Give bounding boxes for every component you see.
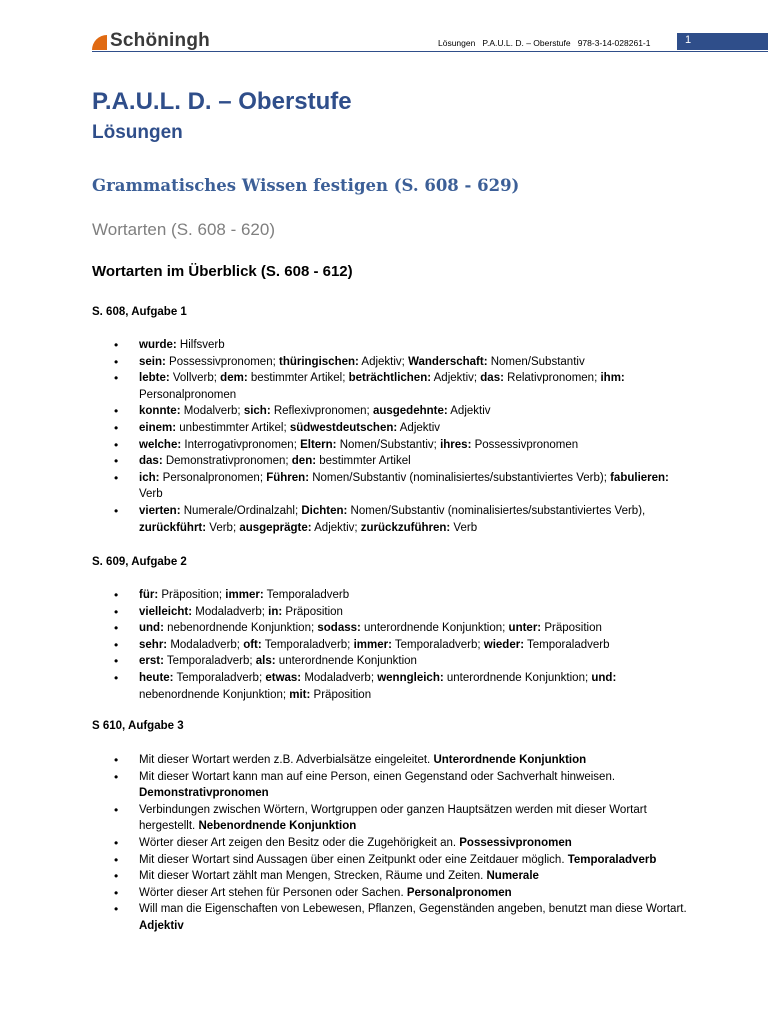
answer-text: bestimmter Artikel;: [247, 372, 349, 385]
answer-text: Nomen/Substantiv (nominalisiertes/substantiviertes Verb),: [347, 504, 646, 517]
answer-text: unbestimmter Artikel;: [176, 421, 290, 434]
answer-text: Possessivpronomen;: [165, 355, 279, 368]
answer-term: das:: [139, 455, 163, 468]
answer-term: immer:: [353, 638, 392, 651]
document-subtitle: Lösungen: [92, 122, 183, 143]
answer-text: Adjektiv;: [358, 355, 409, 368]
answer-term: erst:: [139, 655, 164, 668]
answer-term: in:: [268, 605, 283, 618]
logo-mark-icon: [92, 35, 107, 50]
answer-term: mit:: [289, 688, 311, 701]
answer-term: fabulieren:: [610, 471, 669, 484]
answer-text: Temporaladverb;: [173, 671, 266, 684]
answer-term: ich:: [139, 471, 160, 484]
answer-term: sehr:: [139, 638, 168, 651]
list-item: [92, 802, 692, 835]
answer-text: Personalpronomen;: [159, 471, 267, 484]
list-item: [92, 503, 692, 536]
answer-text: unterordnende Konjunktion: [275, 655, 417, 668]
answer-term: Possessivpronomen: [459, 836, 572, 849]
answer-text: Präposition;: [158, 589, 226, 601]
answer-term: ihres:: [440, 438, 472, 451]
list-item: [92, 437, 692, 454]
answer-term: den:: [291, 455, 317, 468]
list-item: [92, 752, 692, 769]
answer-text: Adjektiv;: [431, 372, 481, 385]
chapter-heading: Grammatisches Wissen festigen (S. 608 - 629): [92, 176, 520, 195]
answer-text: Temporaladverb;: [391, 638, 484, 651]
answer-term: immer:: [225, 589, 264, 601]
list-item: [92, 620, 692, 637]
list-item: [92, 670, 692, 703]
answer-term: Führen:: [266, 471, 310, 484]
answer-term: sich:: [243, 405, 271, 418]
answer-term: einem:: [139, 421, 177, 434]
list-item: [92, 769, 692, 802]
answer-text: Präposition: [541, 622, 602, 635]
answer-text: Will man die Eigenschaften von Lebewesen, Pflanzen, Gegenständen angeben, benutzt man diese Wortart.: [139, 903, 687, 916]
answer-term: Demonstrativpronomen: [139, 787, 269, 800]
answer-term: ausgeprägte:: [239, 521, 312, 534]
list-item: [92, 885, 692, 902]
answer-term: konnte:: [139, 405, 181, 418]
list-item: [92, 835, 692, 852]
answer-text: Modaladverb;: [167, 638, 244, 651]
answer-text: Vollverb;: [169, 372, 221, 385]
answer-term: oft:: [243, 638, 262, 651]
answer-text: Wörter dieser Art stehen für Personen oder Sachen.: [139, 886, 407, 899]
answer-term: vierten:: [139, 504, 181, 517]
answer-term: wieder:: [483, 638, 525, 651]
list-item: [92, 420, 692, 437]
logo-text: Schöningh: [110, 30, 210, 51]
answer-text: Interrogativpronomen;: [181, 438, 301, 451]
answer-term: und:: [591, 671, 617, 684]
answer-text: Hilfsverb: [176, 339, 225, 351]
header-divider: [92, 51, 768, 52]
answer-text: Temporaladverb;: [163, 655, 256, 668]
task-label-1: S. 608, Aufgabe 1: [92, 306, 187, 318]
answer-term: als:: [255, 655, 276, 668]
list-item: [92, 337, 692, 354]
answer-text: Mit dieser Wortart kann man auf eine Person, einen Gegenstand oder Sachverhalt hinweisen.: [139, 770, 616, 783]
answer-term: Eltern:: [300, 438, 337, 451]
answer-term: vielleicht:: [139, 605, 193, 618]
answer-term: für:: [139, 589, 159, 601]
list-item: [92, 604, 692, 621]
subsection-heading: Wortarten im Überblick (S. 608 - 612): [92, 263, 353, 280]
answer-text: Modalverb;: [180, 405, 244, 418]
answer-term: Temporaladverb: [567, 853, 657, 866]
answer-text: Verb;: [206, 521, 240, 534]
answer-text: Modaladverb;: [192, 605, 269, 618]
answer-text: Adjektiv: [397, 421, 441, 434]
list-item: [92, 370, 692, 403]
answer-text: Modaladverb;: [301, 671, 378, 684]
task-label-2: S. 609, Aufgabe 2: [92, 556, 187, 568]
answer-text: Verb: [450, 521, 478, 534]
page-number: 1: [685, 34, 692, 46]
answer-text: Personalpronomen: [139, 388, 237, 401]
answer-term: lebte:: [139, 372, 170, 385]
section-heading: Wortarten (S. 608 - 620): [92, 220, 275, 239]
answer-text: Mit dieser Wortart sind Aussagen über einen Zeitpunkt oder eine Zeitdauer möglich.: [139, 853, 568, 866]
answer-term: sein:: [139, 355, 166, 368]
list-item: [92, 403, 692, 420]
answer-text: unterordnende Konjunktion;: [360, 622, 509, 635]
answer-term: und:: [139, 622, 164, 635]
answer-text: Mit dieser Wortart werden z.B. Adverbialsätze eingeleitet.: [139, 754, 434, 766]
list-item: [92, 470, 692, 503]
answer-list-3: [92, 752, 692, 935]
list-item: [92, 653, 692, 670]
answer-term: unter:: [508, 622, 542, 635]
answer-text: Präposition: [282, 605, 343, 618]
header-info: Lösungen P.A.U.L. D. – Oberstufe 978-3-14-028261-1: [438, 38, 651, 48]
answer-text: Possessivpronomen: [471, 438, 579, 451]
answer-text: nebenordnende Konjunktion;: [163, 622, 318, 635]
answer-text: Wörter dieser Art zeigen den Besitz oder die Zugehörigkeit an.: [139, 836, 460, 849]
answer-term: südwestdeutschen:: [289, 421, 398, 434]
answer-text: Demonstrativpronomen;: [162, 455, 292, 468]
answer-text: Adjektiv: [447, 405, 491, 418]
document-title: P.A.U.L. D. – Oberstufe: [92, 88, 352, 115]
answer-term: Nebenordnende Konjunktion: [198, 820, 357, 833]
answer-text: nebenordnende Konjunktion;: [139, 688, 290, 701]
answer-list-2: [92, 587, 692, 703]
page-number-box: [677, 33, 768, 50]
answer-text: bestimmter Artikel: [316, 455, 411, 468]
list-item: [92, 587, 692, 604]
task-label-3: S 610, Aufgabe 3: [92, 720, 184, 732]
answer-term: zurückführt:: [139, 521, 207, 534]
answer-text: Verbindungen zwischen Wörtern, Wortgruppen oder ganzen Hauptsätzen werden mit dieser Wortart hergestellt.: [139, 803, 647, 833]
answer-text: Nomen/Substantiv;: [336, 438, 441, 451]
answer-term: sodass:: [317, 622, 361, 635]
answer-text: Temporaladverb: [524, 638, 610, 651]
answer-term: beträchtlichen:: [348, 372, 432, 385]
answer-text: unterordnende Konjunktion;: [443, 671, 592, 684]
answer-term: thüringischen:: [278, 355, 359, 368]
answer-term: dem:: [220, 372, 248, 385]
list-item: [92, 852, 692, 869]
answer-term: etwas:: [265, 671, 302, 684]
answer-term: Wanderschaft:: [408, 355, 488, 368]
answer-term: Dichten:: [301, 504, 348, 517]
list-item: [92, 901, 692, 934]
list-item: [92, 868, 692, 885]
answer-term: wurde:: [139, 339, 177, 351]
answer-text: Mit dieser Wortart zählt man Mengen, Strecken, Räume und Zeiten.: [139, 870, 487, 883]
answer-term: ihm:: [600, 372, 625, 385]
publisher-logo: [92, 30, 210, 52]
answer-text: Temporaladverb;: [261, 638, 354, 651]
answer-term: Adjektiv: [139, 919, 184, 932]
answer-term: ausgedehnte:: [372, 405, 448, 418]
answer-text: Präposition: [310, 688, 372, 701]
answer-text: Verb: [139, 488, 163, 501]
answer-text: Numerale/Ordinalzahl;: [180, 504, 302, 517]
answer-text: Nomen/Substantiv: [487, 355, 585, 368]
page-header: [0, 0, 768, 60]
answer-term: Numerale: [486, 870, 539, 883]
answer-text: Nomen/Substantiv (nominalisiertes/substantiviertes Verb);: [309, 471, 611, 484]
answer-term: Unterordnende Konjunktion: [433, 754, 587, 766]
answer-term: Personalpronomen: [406, 886, 512, 899]
answer-term: welche:: [139, 438, 182, 451]
answer-text: Reflexivpronomen;: [270, 405, 373, 418]
answer-term: heute:: [139, 671, 174, 684]
answer-term: wenngleich:: [377, 671, 444, 684]
answer-list-1: [92, 337, 692, 536]
list-item: [92, 637, 692, 654]
answer-text: Relativpronomen;: [503, 372, 601, 385]
answer-text: Adjektiv;: [311, 521, 361, 534]
list-item: [92, 354, 692, 371]
answer-term: zurückzuführen:: [360, 521, 451, 534]
answer-text: Temporaladverb: [263, 589, 350, 601]
list-item: [92, 453, 692, 470]
answer-term: das:: [480, 372, 504, 385]
